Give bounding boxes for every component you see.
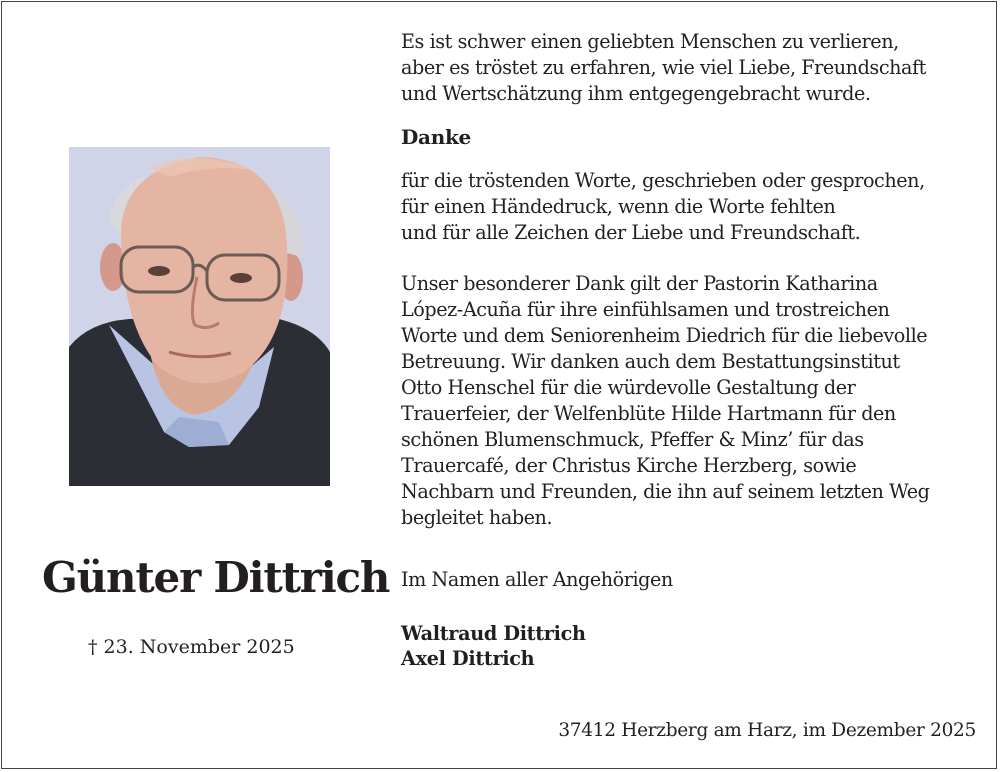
- special-line: Unser besonderer Dank gilt der Pastorin Katharina: [401, 272, 878, 295]
- death-date: † 23. November 2025: [88, 636, 295, 658]
- closing-line: Im Namen aller Angehörigen: [401, 568, 673, 591]
- special-line: Trauercafé, der Christus Kirche Herzberg, sowie: [401, 454, 857, 477]
- intro-line: und Wertschätzung ihm entgegengebracht wurde.: [401, 82, 871, 105]
- special-line: Otto Henschel für die würdevolle Gestaltung der: [401, 376, 856, 399]
- special-line: Trauerfeier, der Welfenblüte Hilde Hartmann für den: [401, 402, 896, 425]
- special-thanks-paragraph: [401, 271, 929, 531]
- signer-name: Axel Dittrich: [401, 647, 535, 670]
- place-and-date: 37412 Herzberg am Harz, im Dezember 2025: [558, 720, 976, 741]
- intro-line: Es ist schwer einen geliebten Menschen zu verlieren,: [401, 30, 899, 53]
- signer-name: Waltraud Dittrich: [401, 622, 586, 645]
- deceased-name: Günter Dittrich: [42, 553, 390, 602]
- special-line: Worte und dem Seniorenheim Diedrich für die liebevolle: [401, 324, 928, 347]
- thanks-line: für die tröstenden Worte, geschrieben oder gesprochen,: [401, 169, 925, 192]
- special-line: Nachbarn und Freunden, die ihn auf seinem letzten Weg: [401, 480, 930, 503]
- intro-line: aber es tröstet zu erfahren, wie viel Liebe, Freundschaft: [401, 56, 926, 79]
- special-line: begleitet haben.: [401, 506, 553, 529]
- intro-paragraph: [401, 29, 926, 107]
- thanks-line: für einen Händedruck, wenn die Worte fehlten: [401, 195, 836, 218]
- portrait-photo: [69, 147, 330, 486]
- special-line: Betreuung. Wir danken auch dem Bestattungsinstitut: [401, 350, 900, 373]
- thanks-line: und für alle Zeichen der Liebe und Freundschaft.: [401, 221, 861, 244]
- special-line: López-Acuña für ihre einfühlsamen und trostreichen: [401, 298, 890, 321]
- portrait-illustration: [69, 147, 330, 486]
- special-line: schönen Blumenschmuck, Pfeffer & Minz’ für das: [401, 428, 864, 451]
- danke-heading: Danke: [401, 125, 471, 149]
- thanks-paragraph: [401, 168, 925, 246]
